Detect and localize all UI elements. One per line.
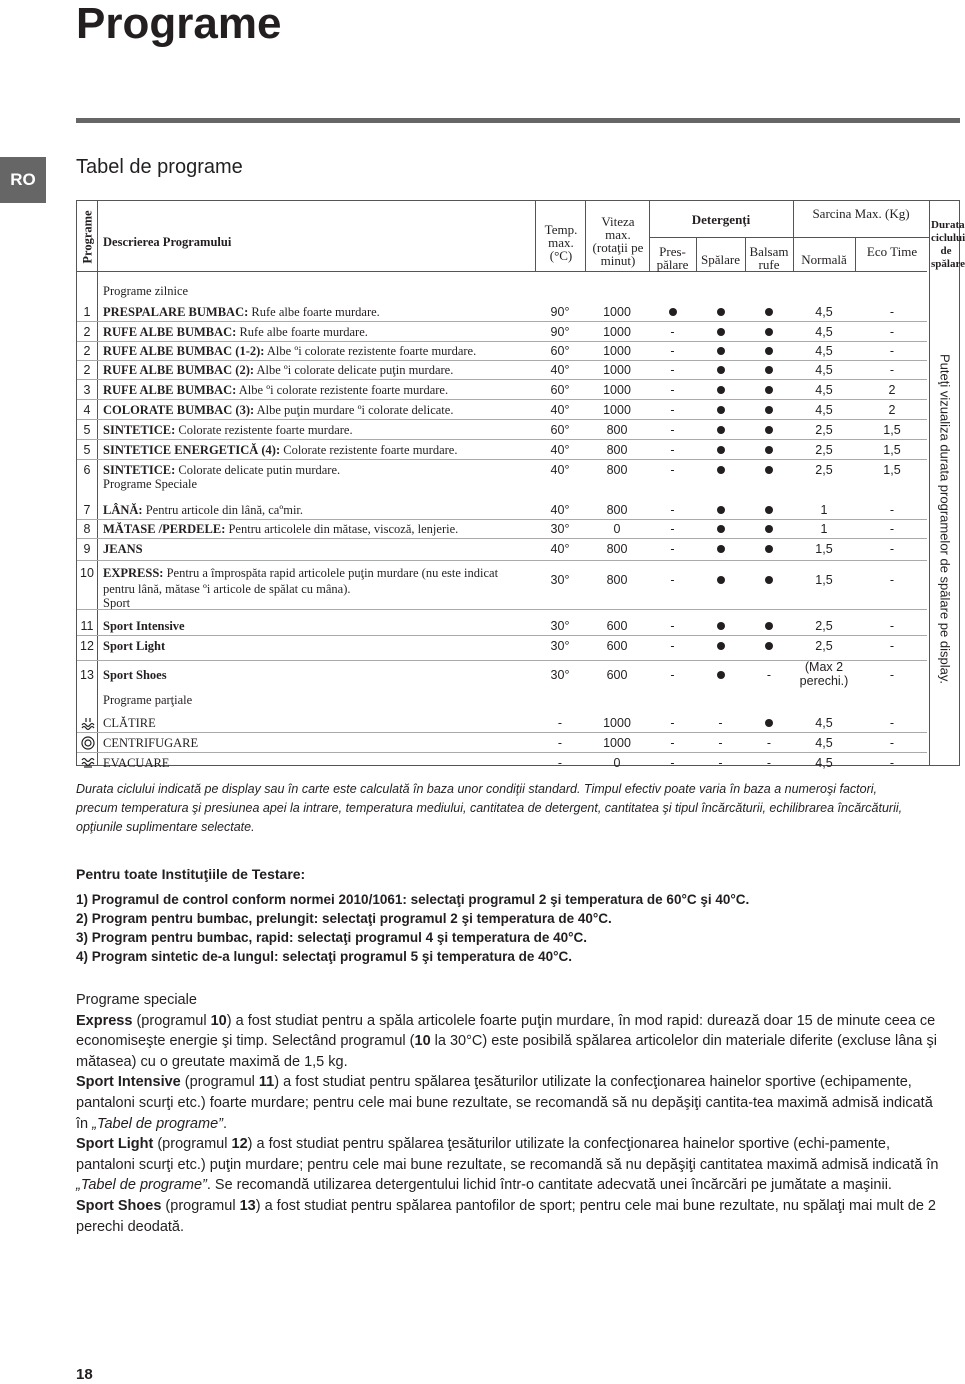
program-number: 12 [80, 639, 94, 653]
cell-pre: - [670, 383, 675, 397]
cell-rpm: 800 [606, 542, 628, 556]
program-description: RUFE ALBE BUMBAC (1-2): Albe ºi colorate rezistente foarte murdare. [103, 344, 477, 358]
row-separator [77, 519, 927, 520]
section-label: Programe parţiale [103, 693, 193, 707]
program-description: CLĂTIRE [103, 716, 156, 730]
cell-norm: 2,5 [815, 443, 833, 457]
program-description: Sport Shoes [103, 668, 167, 682]
dot-marker [745, 542, 793, 556]
cell-pre: - [670, 503, 675, 517]
dot-marker [745, 619, 793, 633]
cell-norm: 4,5 [815, 403, 833, 417]
grid-line [649, 237, 929, 238]
grid-line [535, 201, 536, 271]
cell-eco: - [889, 573, 895, 587]
cell-pre: - [670, 423, 675, 437]
cell-pre: - [670, 619, 675, 633]
program-description: JEANS [103, 542, 143, 556]
dot-marker [696, 423, 745, 437]
cell-eco: 1,5 [883, 443, 901, 457]
cell-eco: - [889, 542, 895, 556]
program-number: 6 [83, 463, 91, 477]
cell-temp: 90° [550, 305, 570, 319]
program-description: MĂTASE /PERDELE: Pentru articolele din mătase, viscoză, lenjerie. [103, 522, 459, 536]
cell-pre: - [670, 542, 675, 556]
cell-pre: - [670, 639, 675, 653]
cell-pre: - [670, 363, 675, 377]
cell-eco: - [889, 503, 895, 517]
row-separator [77, 459, 927, 460]
header-normala: Normală [801, 252, 847, 267]
cell-pre: - [670, 344, 675, 358]
cell-rpm: 800 [606, 573, 628, 587]
program-number: 8 [83, 522, 91, 536]
cell-eco: 1,5 [883, 423, 901, 437]
program-description: SINTETICE: Colorate rezistente foarte murdare. [103, 423, 353, 437]
cell-eco: 2 [888, 383, 896, 397]
program-number: 1 [83, 305, 91, 319]
grid-line [97, 201, 98, 765]
cell-spa: - [718, 756, 723, 770]
header-programe: Programe [80, 210, 94, 264]
cell-norm: 4,5 [815, 325, 833, 339]
page-title: Programe [76, 0, 282, 48]
cell-norm: 2,5 [815, 619, 833, 633]
program-description: RUFE ALBE BUMBAC: Albe ºi colorate rezistente foarte murdare. [103, 383, 449, 397]
program-description: SINTETICE ENERGETICĂ (4): Colorate rezistente foarte murdare. [103, 443, 458, 457]
dot-marker [696, 403, 745, 417]
dot-marker [745, 716, 793, 730]
cell-rpm: 800 [606, 503, 628, 517]
dot-marker [696, 542, 745, 556]
program-description: Sport Intensive [103, 619, 185, 633]
cell-pre: - [670, 668, 675, 682]
cell-eco: - [889, 756, 895, 770]
program-description: CENTRIFUGARE [103, 736, 199, 750]
cell-eco: 1,5 [883, 463, 901, 477]
cell-norm: 4,5 [815, 363, 833, 377]
dot-marker [745, 503, 793, 517]
row-separator [77, 609, 927, 610]
row-separator [77, 419, 927, 420]
cell-pre: - [670, 443, 675, 457]
dot-marker [696, 383, 745, 397]
dot-marker [696, 668, 745, 682]
header-detergent: Detergenţi [691, 212, 751, 227]
program-description: RUFE ALBE BUMBAC (2): Albe ºi colorate delicate puţin murdare. [103, 363, 454, 377]
row-separator [77, 321, 927, 322]
dot-marker [696, 305, 745, 319]
cell-norm: 4,5 [815, 716, 833, 730]
cell-temp: 40° [550, 403, 570, 417]
program-description: RUFE ALBE BUMBAC: Rufe albe foarte murdare. [103, 325, 368, 339]
cell-pre: - [670, 325, 675, 339]
cell-rpm: 1000 [603, 325, 631, 339]
program-number: 11 [80, 619, 94, 633]
dot-marker [745, 463, 793, 477]
dot-marker [745, 522, 793, 536]
row-separator [77, 399, 927, 400]
cell-eco: - [889, 736, 895, 750]
dot-marker [745, 383, 793, 397]
dot-marker [745, 639, 793, 653]
cell-bal: - [766, 668, 772, 682]
title-rule [76, 118, 960, 123]
express-paragraph: Express (programul 10) a fost studiat pentru a spăla articolele foarte puţin murdare, în mod rapid: durează doar 15 de minute ceea ce economiseşte energie şi timp. Selectând programul (10 la 30°C) este posibilă spălarea articolelor din materiale diferite (excluse lâna şi mătasea) cu o greutate maximă de 1,5 kg. [76, 1012, 937, 1070]
row-separator [77, 439, 927, 440]
cell-rpm: 1000 [603, 383, 631, 397]
program-number: 2 [83, 363, 91, 377]
list-item: 4) Program sintetic de-a lungul: selectaţi programul 5 şi temperatura de 40°C. [76, 949, 573, 964]
cell-temp: 30° [550, 619, 570, 633]
cell-norm: 4,5 [815, 344, 833, 358]
dot-marker [649, 305, 696, 319]
cell-pre: - [670, 716, 675, 730]
header-balsam: Balsam rufe [749, 244, 789, 272]
dot-marker [745, 573, 793, 587]
cell-temp: 40° [550, 363, 570, 377]
cell-pre: - [670, 756, 675, 770]
program-number: 5 [83, 443, 91, 457]
tests-list [76, 890, 749, 966]
cell-norm: 4,5 [815, 736, 833, 750]
cell-rpm: 1000 [603, 716, 631, 730]
special-programs [76, 990, 942, 1237]
header-durata: Durata ciclului de spălare [931, 219, 965, 270]
row-separator [77, 341, 927, 342]
program-number: 13 [80, 668, 94, 682]
dot-marker [696, 619, 745, 633]
dot-marker [745, 443, 793, 457]
dot-marker [696, 443, 745, 457]
cell-rpm: 1000 [603, 736, 631, 750]
cell-norm: 4,5 [815, 756, 833, 770]
dot-marker [745, 403, 793, 417]
cell-rpm: 1000 [603, 344, 631, 358]
program-number: 4 [83, 403, 91, 417]
cell-temp: 40° [550, 503, 570, 517]
cell-temp: 40° [550, 443, 570, 457]
cell-pre: - [670, 736, 675, 750]
dot-marker [696, 463, 745, 477]
dot-marker [745, 305, 793, 319]
header-spalare: Spălare [701, 252, 740, 267]
cell-eco: - [889, 522, 895, 536]
header-viteza: Viteza max. (rotaţii pe minut) [592, 214, 644, 268]
header-sarcina: Sarcina Max. (Kg) [812, 206, 910, 221]
header-descriere: Descrierea Programului [103, 235, 232, 249]
cell-bal: - [766, 736, 772, 750]
cell-temp: 30° [550, 668, 570, 682]
dot-marker [696, 522, 745, 536]
dot-marker [745, 423, 793, 437]
program-number: 2 [83, 344, 91, 358]
program-number: 7 [83, 503, 91, 517]
cell-pre: - [670, 573, 675, 587]
cell-rpm: 800 [606, 443, 628, 457]
cell-temp: 60° [550, 383, 570, 397]
cell-eco: - [889, 344, 895, 358]
dot-marker [745, 344, 793, 358]
program-number: 9 [83, 542, 91, 556]
cell-eco: - [889, 305, 895, 319]
cell-pre: - [670, 522, 675, 536]
grid-line [585, 201, 586, 271]
program-number: 2 [83, 325, 91, 339]
program-description: LÂNĂ: Pentru articole din lână, caºmir. [103, 503, 304, 517]
program-number: 10 [80, 566, 94, 580]
cell-temp: 60° [550, 344, 570, 358]
cell-norm: 1 [820, 503, 828, 517]
program-description: SINTETICE: Colorate delicate putin murdare. [103, 463, 341, 477]
duration-side-note: Puteţi vizualiza durata programelor de spălare pe display. [937, 354, 953, 684]
table-title: Tabel de programe [76, 156, 243, 178]
cell-norm: 2,5 [815, 639, 833, 653]
dot-marker [696, 573, 745, 587]
header-eco: Eco Time [866, 244, 918, 259]
row-separator [77, 538, 927, 539]
cell-norm: 2,5 [815, 463, 833, 477]
row-separator [77, 732, 927, 733]
cell-rpm: 1000 [603, 305, 631, 319]
row-separator [77, 560, 927, 561]
row-separator [77, 635, 927, 636]
cell-pre: - [670, 463, 675, 477]
cell-temp: 60° [550, 423, 570, 437]
program-description: EVACUARE [103, 756, 170, 770]
cell-eco: - [889, 325, 895, 339]
shoes-paragraph: Sport Shoes (programul 13) a fost studiat pentru spălarea pantofilor de sport; pentru cele mai bune rezultate, nu spălaţi mai mult de 2 perechi deodată. [76, 1197, 936, 1235]
cell-rpm: 600 [606, 619, 628, 633]
cell-norm: 1,5 [815, 573, 833, 587]
dot-marker [696, 344, 745, 358]
special-heading: Programe speciale [76, 992, 197, 1008]
cell-rpm: 600 [606, 668, 628, 682]
rinse-icon [80, 716, 96, 730]
cell-norm: 2,5 [815, 423, 833, 437]
section-label: Programe Speciale [103, 477, 198, 491]
cell-rpm: 0 [613, 522, 621, 536]
cell-eco: - [889, 639, 895, 653]
dot-marker [745, 363, 793, 377]
row-separator [77, 752, 927, 753]
cell-temp: - [557, 716, 563, 730]
list-item: 1) Programul de control conform normei 2010/1061: selectaţi programul 2 şi temperatura de 60°C şi 40°C. [76, 892, 750, 907]
cell-norm: (Max 2 perechi.) [799, 660, 849, 688]
program-description-line2: pentru lână, mătase ºi articole de spălat cu mâna). [103, 582, 351, 596]
spin-icon [80, 736, 96, 750]
header-temp: Temp. max. (°C) [544, 222, 578, 263]
intensive-paragraph: Sport Intensive (programul 11) a fost studiat pentru spălarea ţesăturilor utilizate la confecţionarea hainelor sportive (echipamente, pantaloni scurţi etc.) foarte murdare; pentru cele mai bune rezultate, se recomandă să nu depăşiţi cantita-tea maximă admisă indicată în „Tabel de programe”. [76, 1074, 933, 1132]
cell-norm: 4,5 [815, 383, 833, 397]
duration-footnote: Durata ciclului indicată pe display sau în carte este calculată în baza unor condiţii standard. Timpul efectiv poate varia în baza a numeroşi factori, precum temperatura şi presiunea apei la intrare, temperatura mediului, cantitatea de detergent, cantitatea şi tipul încărcăturii, echilibrarea încărcăturii, opţiunile suplimentare selectate. [76, 782, 903, 834]
cell-temp: - [557, 736, 563, 750]
cell-temp: 30° [550, 522, 570, 536]
section-label: Programe zilnice [103, 284, 189, 298]
row-separator [77, 360, 927, 361]
cell-pre: - [670, 403, 675, 417]
language-tab: RO [0, 157, 46, 203]
program-description: Sport Light [103, 639, 166, 653]
cell-rpm: 1000 [603, 403, 631, 417]
program-description: EXPRESS: Pentru a împrospăta rapid articolele puţin murdare (nu este indicat [103, 566, 499, 580]
cell-spa: - [718, 736, 723, 750]
program-number: 5 [83, 423, 91, 437]
dot-marker [696, 325, 745, 339]
cell-eco: - [889, 668, 895, 682]
row-separator [77, 379, 927, 380]
page-number: 18 [76, 1366, 93, 1383]
cell-eco: - [889, 716, 895, 730]
cell-norm: 1,5 [815, 542, 833, 556]
cell-bal: - [766, 756, 772, 770]
program-description: PRESPALARE BUMBAC: Rufe albe foarte murdare. [103, 305, 380, 319]
tests-heading: Pentru toate Instituţiile de Testare: [76, 866, 306, 882]
drain-icon [80, 756, 96, 770]
cell-norm: 4,5 [815, 305, 833, 319]
cell-temp: 40° [550, 542, 570, 556]
cell-temp: 30° [550, 573, 570, 587]
list-item: 3) Program pentru bumbac, rapid: selectaţi programul 4 şi temperatura de 40°C. [76, 930, 588, 945]
light-paragraph: Sport Light (programul 12) a fost studiat pentru spălarea ţesăturilor utilizate la confecţionarea hainelor sportive (echi-pamente, pantaloni scurţi etc.) puţin murdare; pentru cele mai bune rezultate, se recomandă să nu depăşiţi cantitatea maximă admisă indicată în „Tabel de programe”. Se recomandă utilizarea detergentului lichid într-o cantitate adecvată unei încărcări pe jumătate a maşinii. [76, 1136, 939, 1194]
cell-spa: - [718, 716, 723, 730]
cell-rpm: 600 [606, 639, 628, 653]
cell-temp: - [557, 756, 563, 770]
cell-temp: 90° [550, 325, 570, 339]
dot-marker [696, 503, 745, 517]
cell-temp: 40° [550, 463, 570, 477]
cell-eco: - [889, 619, 895, 633]
cell-rpm: 800 [606, 463, 628, 477]
dot-marker [745, 325, 793, 339]
program-number: 3 [83, 383, 91, 397]
cell-rpm: 1000 [603, 363, 631, 377]
cell-temp: 30° [550, 639, 570, 653]
cell-rpm: 800 [606, 423, 628, 437]
dot-marker [696, 363, 745, 377]
cell-rpm: 0 [613, 756, 621, 770]
grid-line [77, 271, 927, 272]
program-table [76, 200, 965, 770]
cell-eco: 2 [888, 403, 896, 417]
dot-marker [696, 639, 745, 653]
program-description: COLORATE BUMBAC (3): Albe puţin murdare ºi colorate delicate. [103, 403, 454, 417]
list-item: 2) Program pentru bumbac, prelungit: selectaţi programul 2 şi temperatura de 40°C. [76, 911, 612, 926]
header-prespalare: Pres- pălare [656, 244, 689, 272]
cell-eco: - [889, 363, 895, 377]
section-label: Sport [103, 596, 131, 610]
cell-norm: 1 [820, 522, 828, 536]
